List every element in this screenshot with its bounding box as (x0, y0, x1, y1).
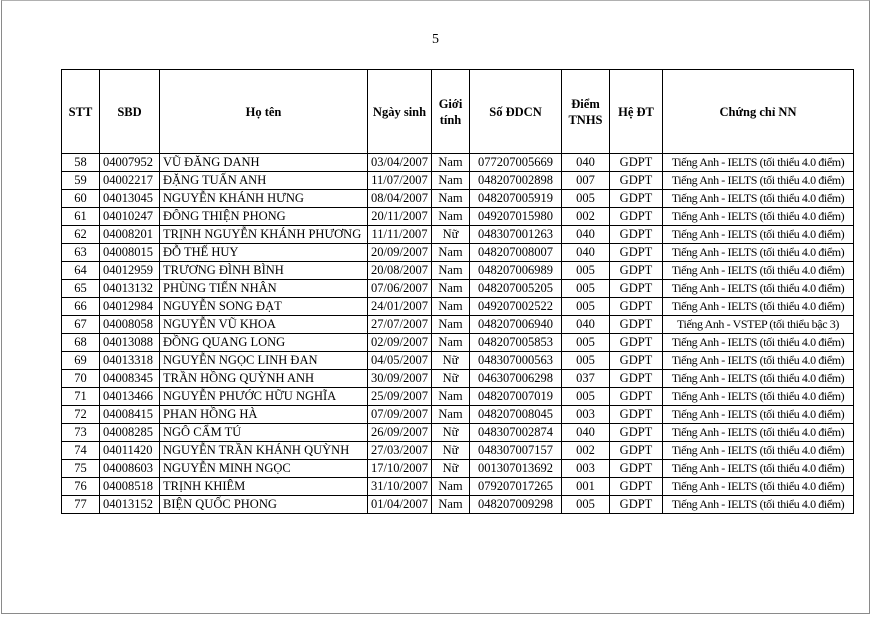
cell-he-dt: GDPT (610, 316, 663, 334)
cell-diem-tnhs: 005 (562, 352, 610, 370)
table-row (62, 388, 854, 406)
cell-ho-ten: NGUYỄN TRẦN KHÁNH QUỲNH (160, 442, 368, 460)
cell-sbd: 04012959 (100, 262, 160, 280)
header-so-ddcn: Số ĐDCN (470, 70, 562, 154)
cell-stt: 76 (62, 478, 100, 496)
cell-he-dt: GDPT (610, 172, 663, 190)
cell-ngay-sinh: 20/11/2007 (368, 208, 432, 226)
cell-ho-ten: BIỆN QUỐC PHONG (160, 496, 368, 514)
cell-he-dt: GDPT (610, 442, 663, 460)
cell-diem-tnhs: 005 (562, 496, 610, 514)
cell-he-dt: GDPT (610, 190, 663, 208)
cell-stt: 64 (62, 262, 100, 280)
cell-chung-chi-nn: Tiếng Anh - IELTS (tối thiểu 4.0 điểm) (663, 154, 854, 172)
cell-so-ddcn: 048207005205 (470, 280, 562, 298)
cell-diem-tnhs: 005 (562, 298, 610, 316)
cell-diem-tnhs: 040 (562, 226, 610, 244)
cell-stt: 74 (62, 442, 100, 460)
cell-ngay-sinh: 30/09/2007 (368, 370, 432, 388)
cell-ho-ten: TRỊNH NGUYỄN KHÁNH PHƯƠNG (160, 226, 368, 244)
cell-diem-tnhs: 005 (562, 280, 610, 298)
header-sbd: SBD (100, 70, 160, 154)
cell-stt: 73 (62, 424, 100, 442)
cell-gioi-tinh: Nam (432, 244, 470, 262)
cell-gioi-tinh: Nữ (432, 370, 470, 388)
cell-ho-ten: ĐỖ THẾ HUY (160, 244, 368, 262)
cell-ngay-sinh: 07/09/2007 (368, 406, 432, 424)
cell-diem-tnhs: 005 (562, 190, 610, 208)
cell-diem-tnhs: 002 (562, 442, 610, 460)
header-gioi-tinh: Giới tính (432, 70, 470, 154)
cell-ngay-sinh: 27/03/2007 (368, 442, 432, 460)
cell-so-ddcn: 077207005669 (470, 154, 562, 172)
cell-he-dt: GDPT (610, 280, 663, 298)
cell-ngay-sinh: 25/09/2007 (368, 388, 432, 406)
table-row (62, 496, 854, 514)
cell-chung-chi-nn: Tiếng Anh - IELTS (tối thiểu 4.0 điểm) (663, 280, 854, 298)
table-row (62, 316, 854, 334)
cell-he-dt: GDPT (610, 226, 663, 244)
cell-sbd: 04008201 (100, 226, 160, 244)
cell-stt: 61 (62, 208, 100, 226)
cell-ho-ten: NGUYỄN SONG ĐẠT (160, 298, 368, 316)
cell-he-dt: GDPT (610, 460, 663, 478)
cell-he-dt: GDPT (610, 370, 663, 388)
cell-gioi-tinh: Nam (432, 478, 470, 496)
cell-stt: 58 (62, 154, 100, 172)
cell-ngay-sinh: 20/09/2007 (368, 244, 432, 262)
cell-he-dt: GDPT (610, 262, 663, 280)
cell-ho-ten: VŨ ĐĂNG DANH (160, 154, 368, 172)
candidate-table (61, 69, 854, 514)
cell-gioi-tinh: Nam (432, 154, 470, 172)
cell-sbd: 04008285 (100, 424, 160, 442)
cell-ngay-sinh: 24/01/2007 (368, 298, 432, 316)
cell-so-ddcn: 048307001263 (470, 226, 562, 244)
cell-stt: 62 (62, 226, 100, 244)
cell-ho-ten: NGUYỄN PHƯỚC HỮU NGHĨA (160, 388, 368, 406)
cell-chung-chi-nn: Tiếng Anh - IELTS (tối thiểu 4.0 điểm) (663, 298, 854, 316)
cell-chung-chi-nn: Tiếng Anh - IELTS (tối thiểu 4.0 điểm) (663, 388, 854, 406)
header-ngay-sinh: Ngày sinh (368, 70, 432, 154)
cell-sbd: 04002217 (100, 172, 160, 190)
cell-gioi-tinh: Nam (432, 172, 470, 190)
cell-gioi-tinh: Nam (432, 406, 470, 424)
cell-stt: 71 (62, 388, 100, 406)
cell-sbd: 04013045 (100, 190, 160, 208)
cell-sbd: 04008415 (100, 406, 160, 424)
table-row (62, 442, 854, 460)
cell-chung-chi-nn: Tiếng Anh - IELTS (tối thiểu 4.0 điểm) (663, 478, 854, 496)
cell-ngay-sinh: 20/08/2007 (368, 262, 432, 280)
cell-stt: 67 (62, 316, 100, 334)
cell-so-ddcn: 001307013692 (470, 460, 562, 478)
cell-ho-ten: NGUYỄN VŨ KHOA (160, 316, 368, 334)
cell-ho-ten: PHÙNG TIẾN NHÂN (160, 280, 368, 298)
table-row (62, 244, 854, 262)
cell-stt: 66 (62, 298, 100, 316)
cell-he-dt: GDPT (610, 208, 663, 226)
cell-chung-chi-nn: Tiếng Anh - VSTEP (tối thiểu bậc 3) (663, 316, 854, 334)
header-stt: STT (62, 70, 100, 154)
cell-sbd: 04013466 (100, 388, 160, 406)
cell-ho-ten: ĐÔNG THIỆN PHONG (160, 208, 368, 226)
cell-so-ddcn: 048207009298 (470, 496, 562, 514)
table-row (62, 406, 854, 424)
cell-sbd: 04008518 (100, 478, 160, 496)
cell-sbd: 04011420 (100, 442, 160, 460)
cell-sbd: 04013152 (100, 496, 160, 514)
cell-gioi-tinh: Nam (432, 298, 470, 316)
cell-ho-ten: TRỊNH KHIÊM (160, 478, 368, 496)
cell-ho-ten: ĐỒNG QUANG LONG (160, 334, 368, 352)
cell-he-dt: GDPT (610, 298, 663, 316)
table-row (62, 190, 854, 208)
cell-so-ddcn: 048307002874 (470, 424, 562, 442)
cell-gioi-tinh: Nam (432, 280, 470, 298)
cell-diem-tnhs: 007 (562, 172, 610, 190)
cell-chung-chi-nn: Tiếng Anh - IELTS (tối thiểu 4.0 điểm) (663, 244, 854, 262)
cell-he-dt: GDPT (610, 388, 663, 406)
cell-chung-chi-nn: Tiếng Anh - IELTS (tối thiểu 4.0 điểm) (663, 172, 854, 190)
cell-chung-chi-nn: Tiếng Anh - IELTS (tối thiểu 4.0 điểm) (663, 226, 854, 244)
cell-gioi-tinh: Nữ (432, 226, 470, 244)
table-row (62, 154, 854, 172)
header-diem-tnhs: Điểm TNHS (562, 70, 610, 154)
document-page (1, 0, 870, 614)
header-he-dt: Hệ ĐT (610, 70, 663, 154)
cell-he-dt: GDPT (610, 244, 663, 262)
cell-ngay-sinh: 31/10/2007 (368, 478, 432, 496)
header-ho-ten: Họ tên (160, 70, 368, 154)
table-row (62, 208, 854, 226)
cell-ngay-sinh: 27/07/2007 (368, 316, 432, 334)
cell-ho-ten: PHAN HỒNG HÀ (160, 406, 368, 424)
header-chung-chi-nn: Chứng chỉ NN (663, 70, 854, 154)
cell-chung-chi-nn: Tiếng Anh - IELTS (tối thiểu 4.0 điểm) (663, 352, 854, 370)
cell-gioi-tinh: Nam (432, 316, 470, 334)
cell-so-ddcn: 048307007157 (470, 442, 562, 460)
cell-so-ddcn: 048207005919 (470, 190, 562, 208)
cell-he-dt: GDPT (610, 478, 663, 496)
cell-ho-ten: ĐẶNG TUẤN ANH (160, 172, 368, 190)
cell-chung-chi-nn: Tiếng Anh - IELTS (tối thiểu 4.0 điểm) (663, 424, 854, 442)
table-row (62, 424, 854, 442)
cell-so-ddcn: 079207017265 (470, 478, 562, 496)
cell-stt: 59 (62, 172, 100, 190)
cell-ngay-sinh: 11/07/2007 (368, 172, 432, 190)
cell-chung-chi-nn: Tiếng Anh - IELTS (tối thiểu 4.0 điểm) (663, 496, 854, 514)
cell-ho-ten: TRƯƠNG ĐÌNH BÌNH (160, 262, 368, 280)
cell-chung-chi-nn: Tiếng Anh - IELTS (tối thiểu 4.0 điểm) (663, 190, 854, 208)
cell-diem-tnhs: 002 (562, 208, 610, 226)
cell-chung-chi-nn: Tiếng Anh - IELTS (tối thiểu 4.0 điểm) (663, 334, 854, 352)
cell-sbd: 04012984 (100, 298, 160, 316)
table-row (62, 298, 854, 316)
cell-he-dt: GDPT (610, 496, 663, 514)
cell-so-ddcn: 048307000563 (470, 352, 562, 370)
cell-sbd: 04008345 (100, 370, 160, 388)
cell-so-ddcn: 049207002522 (470, 298, 562, 316)
table-row (62, 478, 854, 496)
cell-diem-tnhs: 040 (562, 244, 610, 262)
cell-ho-ten: NGÔ CẨM TÚ (160, 424, 368, 442)
cell-ngay-sinh: 26/09/2007 (368, 424, 432, 442)
cell-sbd: 04013318 (100, 352, 160, 370)
cell-diem-tnhs: 001 (562, 478, 610, 496)
cell-diem-tnhs: 005 (562, 262, 610, 280)
cell-so-ddcn: 048207008007 (470, 244, 562, 262)
cell-gioi-tinh: Nam (432, 208, 470, 226)
cell-sbd: 04007952 (100, 154, 160, 172)
cell-diem-tnhs: 003 (562, 406, 610, 424)
cell-ngay-sinh: 11/11/2007 (368, 226, 432, 244)
table-row (62, 370, 854, 388)
cell-he-dt: GDPT (610, 406, 663, 424)
cell-diem-tnhs: 005 (562, 334, 610, 352)
table-row (62, 280, 854, 298)
table-row (62, 172, 854, 190)
cell-ngay-sinh: 01/04/2007 (368, 496, 432, 514)
page-number: 5 (432, 32, 439, 47)
cell-ho-ten: NGUYỄN NGỌC LINH ĐAN (160, 352, 368, 370)
cell-gioi-tinh: Nữ (432, 352, 470, 370)
cell-stt: 65 (62, 280, 100, 298)
cell-ho-ten: NGUYỄN KHÁNH HƯNG (160, 190, 368, 208)
cell-stt: 77 (62, 496, 100, 514)
cell-stt: 68 (62, 334, 100, 352)
table-row (62, 334, 854, 352)
cell-ngay-sinh: 04/05/2007 (368, 352, 432, 370)
cell-chung-chi-nn: Tiếng Anh - IELTS (tối thiểu 4.0 điểm) (663, 370, 854, 388)
cell-diem-tnhs: 040 (562, 316, 610, 334)
cell-stt: 72 (62, 406, 100, 424)
cell-gioi-tinh: Nam (432, 496, 470, 514)
cell-he-dt: GDPT (610, 352, 663, 370)
cell-gioi-tinh: Nữ (432, 424, 470, 442)
cell-so-ddcn: 048207005853 (470, 334, 562, 352)
cell-gioi-tinh: Nam (432, 262, 470, 280)
cell-ngay-sinh: 08/04/2007 (368, 190, 432, 208)
cell-sbd: 04013132 (100, 280, 160, 298)
cell-sbd: 04008603 (100, 460, 160, 478)
table-row (62, 226, 854, 244)
cell-gioi-tinh: Nam (432, 388, 470, 406)
cell-chung-chi-nn: Tiếng Anh - IELTS (tối thiểu 4.0 điểm) (663, 460, 854, 478)
table-row (62, 352, 854, 370)
cell-ngay-sinh: 17/10/2007 (368, 460, 432, 478)
cell-stt: 70 (62, 370, 100, 388)
cell-gioi-tinh: Nam (432, 334, 470, 352)
table-row (62, 460, 854, 478)
table-header-row (62, 70, 854, 154)
table-body (62, 154, 854, 514)
cell-diem-tnhs: 003 (562, 460, 610, 478)
cell-sbd: 04008058 (100, 316, 160, 334)
cell-ho-ten: TRẦN HỒNG QUỲNH ANH (160, 370, 368, 388)
cell-sbd: 04013088 (100, 334, 160, 352)
cell-diem-tnhs: 040 (562, 424, 610, 442)
cell-chung-chi-nn: Tiếng Anh - IELTS (tối thiểu 4.0 điểm) (663, 208, 854, 226)
cell-chung-chi-nn: Tiếng Anh - IELTS (tối thiểu 4.0 điểm) (663, 406, 854, 424)
cell-chung-chi-nn: Tiếng Anh - IELTS (tối thiểu 4.0 điểm) (663, 262, 854, 280)
cell-so-ddcn: 048207008045 (470, 406, 562, 424)
cell-stt: 75 (62, 460, 100, 478)
cell-so-ddcn: 048207006940 (470, 316, 562, 334)
cell-sbd: 04008015 (100, 244, 160, 262)
cell-gioi-tinh: Nam (432, 190, 470, 208)
cell-he-dt: GDPT (610, 334, 663, 352)
cell-gioi-tinh: Nữ (432, 442, 470, 460)
cell-diem-tnhs: 037 (562, 370, 610, 388)
cell-stt: 69 (62, 352, 100, 370)
cell-ho-ten: NGUYỄN MINH NGỌC (160, 460, 368, 478)
cell-so-ddcn: 046307006298 (470, 370, 562, 388)
cell-stt: 63 (62, 244, 100, 262)
cell-so-ddcn: 048207006989 (470, 262, 562, 280)
cell-he-dt: GDPT (610, 424, 663, 442)
cell-ngay-sinh: 03/04/2007 (368, 154, 432, 172)
cell-so-ddcn: 048207007019 (470, 388, 562, 406)
cell-he-dt: GDPT (610, 154, 663, 172)
cell-chung-chi-nn: Tiếng Anh - IELTS (tối thiểu 4.0 điểm) (663, 442, 854, 460)
table-row (62, 262, 854, 280)
cell-sbd: 04010247 (100, 208, 160, 226)
cell-stt: 60 (62, 190, 100, 208)
cell-diem-tnhs: 040 (562, 154, 610, 172)
cell-diem-tnhs: 005 (562, 388, 610, 406)
cell-so-ddcn: 048207002898 (470, 172, 562, 190)
cell-gioi-tinh: Nữ (432, 460, 470, 478)
cell-ngay-sinh: 02/09/2007 (368, 334, 432, 352)
cell-so-ddcn: 049207015980 (470, 208, 562, 226)
cell-ngay-sinh: 07/06/2007 (368, 280, 432, 298)
